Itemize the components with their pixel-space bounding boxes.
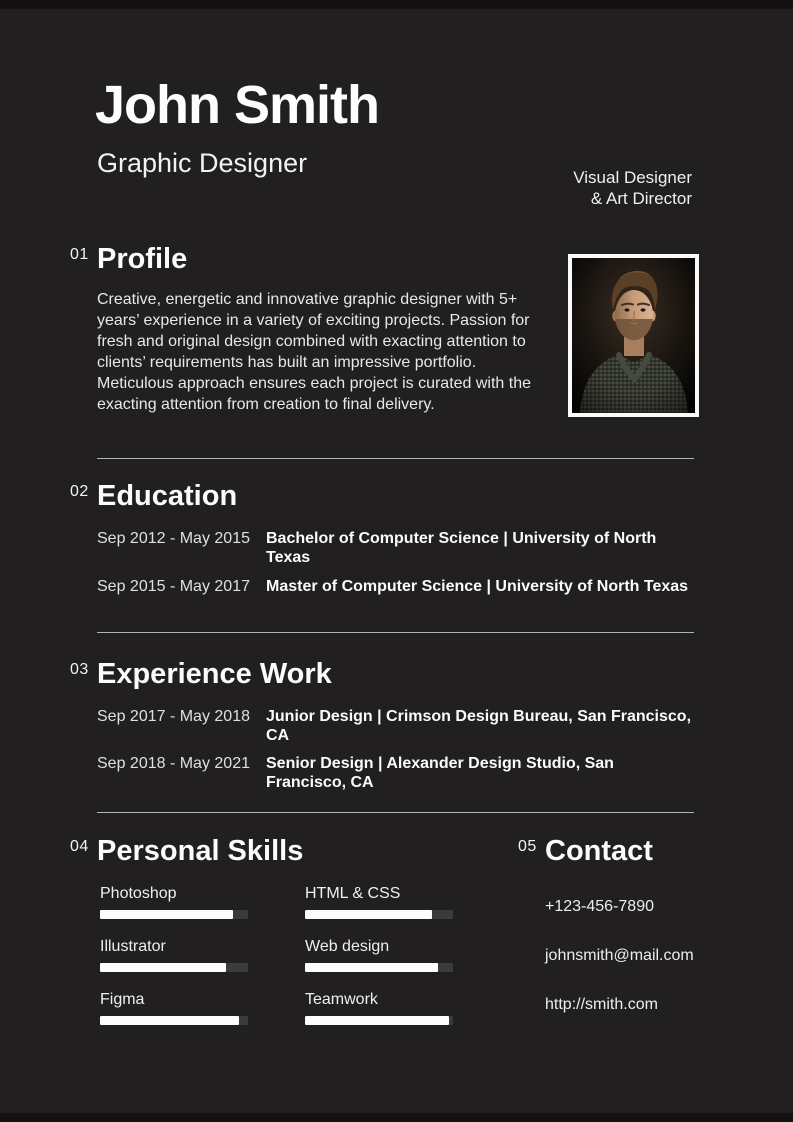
skills-section-number: 04	[70, 838, 89, 855]
skill-bar-track	[100, 910, 248, 919]
experience-row	[97, 754, 697, 792]
education-heading	[70, 480, 238, 512]
profile-heading-label: Profile	[97, 243, 188, 275]
tagline-line-2: & Art Director	[590, 189, 692, 208]
skill-bar-fill	[100, 910, 233, 919]
tagline-line-1: Visual Designer	[573, 168, 692, 187]
skill-bar-fill	[100, 1016, 239, 1025]
education-description: Bachelor of Computer Science | University of North Texas	[266, 530, 657, 566]
education-description: Master of Computer Science | University of North Texas	[266, 578, 689, 595]
skill-item	[305, 937, 453, 972]
experience-description: Senior Design | Alexander Design Studio, San Francisco, CA	[266, 755, 614, 791]
skill-bar-fill	[305, 910, 432, 919]
skill-item	[100, 937, 248, 972]
profile-heading	[70, 243, 188, 275]
skill-item	[305, 884, 453, 919]
divider	[97, 458, 694, 459]
skill-label: HTML & CSS	[305, 885, 401, 902]
skills-grid	[100, 884, 453, 1025]
divider	[97, 812, 694, 813]
profile-section-number: 01	[70, 246, 89, 263]
skill-label: Web design	[305, 938, 390, 955]
skill-bar-fill	[305, 963, 438, 972]
education-heading-label: Education	[97, 480, 238, 512]
skill-label: Illustrator	[100, 938, 166, 955]
skill-bar-fill	[305, 1016, 449, 1025]
skill-bar-track	[305, 1016, 453, 1025]
experience-dates: Sep 2017 - May 2018	[97, 708, 250, 725]
top-edge-bar	[0, 0, 793, 9]
skill-item	[305, 990, 453, 1025]
profile-photo	[568, 254, 699, 417]
tagline	[573, 167, 692, 209]
contact-website: http://smith.com	[545, 996, 658, 1013]
skill-bar-track	[100, 1016, 248, 1025]
job-title: Graphic Designer	[97, 148, 308, 178]
bottom-edge-bar	[0, 1113, 793, 1122]
profile-summary: Creative, energetic and innovative graphic designer with 5+ years’ experience in a variety of exciting projects. Passion for fresh and original design combined with exacting attention to clients’ requirements has built an impressive portfolio. Meticulous approach ensures each project is curated with the exacting attention from creation to final delivery.	[97, 291, 532, 413]
experience-dates: Sep 2018 - May 2021	[97, 755, 250, 772]
education-dates: Sep 2015 - May 2017	[97, 578, 250, 595]
contact-heading-label: Contact	[545, 835, 653, 867]
skill-item	[100, 884, 248, 919]
divider	[97, 632, 694, 633]
education-section-number: 02	[70, 483, 89, 500]
contact-phone: +123-456-7890	[545, 898, 654, 915]
education-row	[97, 577, 697, 596]
education-row	[97, 529, 697, 567]
experience-heading	[70, 658, 332, 690]
skill-label: Figma	[100, 991, 145, 1008]
contact-email: johnsmith@mail.com	[545, 947, 694, 964]
experience-heading-label: Experience Work	[97, 658, 332, 690]
person-name: John Smith	[95, 75, 379, 135]
contact-heading	[518, 835, 653, 867]
skills-heading-label: Personal Skills	[97, 835, 304, 867]
experience-section-number: 03	[70, 661, 89, 678]
portrait-illustration	[572, 258, 695, 413]
experience-description: Junior Design | Crimson Design Bureau, San Francisco, CA	[266, 708, 692, 744]
education-dates: Sep 2012 - May 2015	[97, 530, 250, 547]
skill-bar-track	[305, 910, 453, 919]
skill-bar-fill	[100, 963, 226, 972]
contact-section-number: 05	[518, 838, 537, 855]
experience-row	[97, 707, 697, 745]
skill-label: Photoshop	[100, 885, 177, 902]
skill-bar-track	[305, 963, 453, 972]
skills-heading	[70, 835, 304, 867]
skill-label: Teamwork	[305, 991, 378, 1008]
contact-list	[545, 897, 694, 1014]
skill-item	[100, 990, 248, 1025]
skill-bar-track	[100, 963, 248, 972]
